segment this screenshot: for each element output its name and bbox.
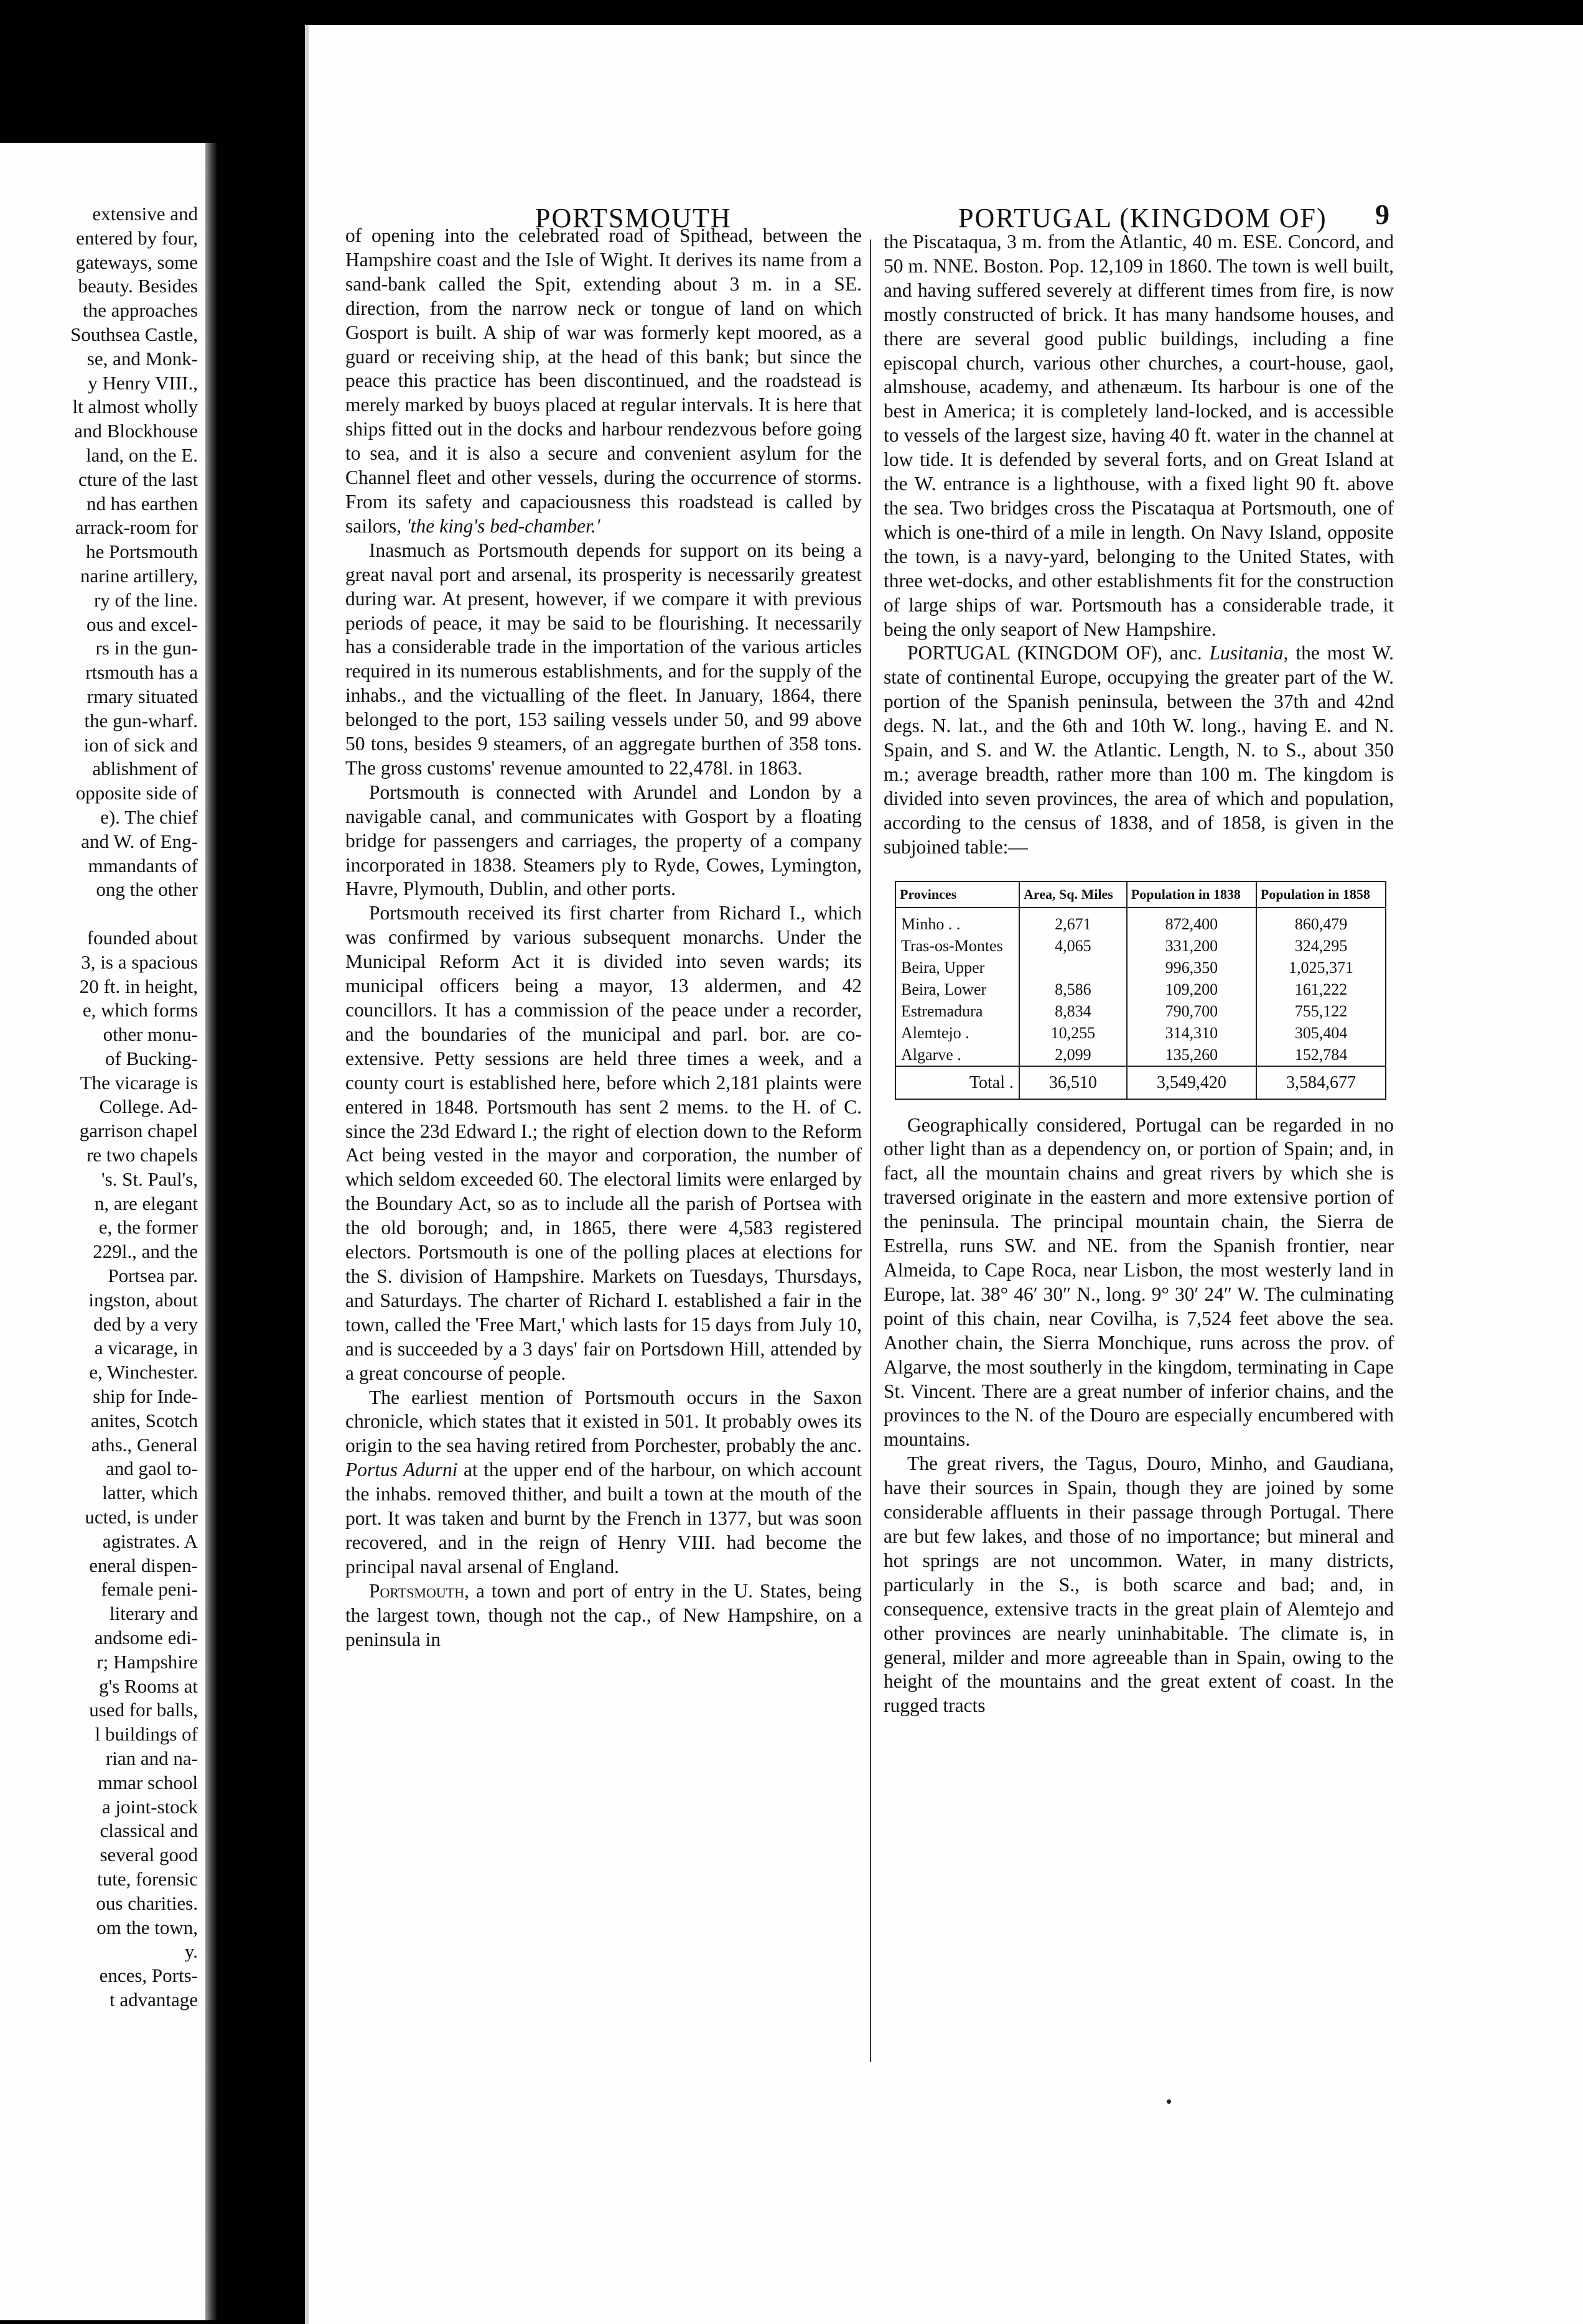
facing-page-line: literary and xyxy=(109,1602,198,1625)
facing-page-line: aths., General xyxy=(91,1433,198,1456)
facing-page-line: ucted, is under xyxy=(85,1506,198,1528)
facing-page-line: he Portsmouth xyxy=(86,541,198,563)
running-head-right: PORTUGAL (KINGDOM OF) xyxy=(958,203,1327,233)
table-cell-area: 2,099 xyxy=(1019,1044,1127,1066)
facing-page-line: n, are elegant xyxy=(94,1192,198,1214)
facing-page-line: a vicarage, in xyxy=(94,1337,198,1359)
column-left xyxy=(345,224,862,1652)
facing-page-line: the gun-wharf. xyxy=(84,709,198,732)
table-cell-pop1838: 331,200 xyxy=(1127,935,1256,957)
paragraph-history: The earliest mention of Portsmouth occurs in the Saxon chronicle, which states that it existed in 501. It probably owes its origin to the sea having retired from Porchester, probably the anc. Portus Adurni at the upper end of the harbour, on which account the inhabs. removed thither, and built a town at the mouth of the port. It was taken and burnt by the French in 1377, but was soon recovered, and in the reign of Henry VIII. had become the principal naval arsenal of England. xyxy=(345,1386,862,1578)
table-cell-area xyxy=(1019,957,1127,978)
book-gutter xyxy=(205,143,217,2320)
facing-page-line: re two chapels xyxy=(86,1144,198,1166)
table-total-pop1858: 3,584,677 xyxy=(1256,1066,1386,1099)
table-total-row xyxy=(895,1066,1386,1099)
facing-page-line: y. xyxy=(184,1940,198,1963)
facing-page-line xyxy=(0,902,198,926)
entry-heading: PORTUGAL (KINGDOM OF) xyxy=(907,642,1158,664)
facing-page-line: 's. St. Paul's, xyxy=(101,1168,198,1190)
table-row xyxy=(895,1022,1386,1044)
table-row xyxy=(895,1000,1386,1022)
facing-page-line: land, on the E. xyxy=(86,444,198,466)
facing-page-line: ingston, about xyxy=(88,1288,198,1311)
column-rule xyxy=(870,239,871,2062)
facing-page-line: Portsea par. xyxy=(108,1265,198,1287)
table-cell-province: Tras-os-Montes xyxy=(895,935,1019,957)
facing-page-line: mmandants of xyxy=(88,854,198,876)
facing-page-line: l buildings of xyxy=(95,1723,198,1745)
table-cell-province: Alemtejo . xyxy=(895,1022,1019,1044)
facing-page-line: and Blockhouse xyxy=(74,420,198,442)
table-header: Population in 1858 xyxy=(1256,881,1386,908)
paragraph-piscataqua: the Piscataqua, 3 m. from the Atlantic, 40 m. ESE. Concord, and 50 m. NNE. Boston. Pop. 12,109 in 1860. The town is well built, and having suffered severely at different times from fire, is now mostly constructed of brick. It has many handsome houses, and there are several good public buildings, including a fine episcopal church, various other churches, a court-house, gaol, almshouse, academy, and athenæum. Its harbour is one of the best in America; it is completely land-locked, and is accessible to vessels of the largest size, having 40 ft. water in the channel at low tide. It is defended by several forts, and on Great Island at the W. entrance is a lighthouse, with a fixed light 90 ft. above the sea. Two bridges cross the Piscataqua at Portsmouth, one of which is one-third of a mile in length. On Navy Island, opposite the town, is a navy-yard, belonging to the United States, with three wet-docks, and other establishments fit for the construction of large ships of war. Portsmouth has a considerable trade, it being the only seaport of New Hampshire. xyxy=(884,231,1394,640)
paragraph-communications: Portsmouth is connected with Arundel and London by a navigable canal, and communicates with Gosport by a floating bridge for passengers and carriages, the property of a company incorporated in 1838. Steamers ply to Ryde, Cowes, Lymington, Havre, Plymouth, Dublin, and other ports. xyxy=(345,781,862,900)
table-cell-pop1858: 152,784 xyxy=(1256,1044,1386,1066)
facing-page-line: lt almost wholly xyxy=(72,396,198,418)
table-row xyxy=(895,1044,1386,1066)
facing-page-line: agistrates. A xyxy=(102,1530,198,1552)
facing-page-line: extensive and xyxy=(92,203,198,225)
paragraph-portsmouth-us: Portsmouth, a town and port of entry in the U. States, being the largest town, though not the cap., of New Hampshire, on a peninsula in xyxy=(345,1579,862,1650)
table-cell-area: 8,834 xyxy=(1019,1000,1127,1022)
facing-page-line: anites, Scotch xyxy=(90,1409,198,1431)
facing-page-line: rtsmouth has a xyxy=(85,661,198,684)
facing-page-line: ous charities. xyxy=(96,1892,198,1914)
page-edge xyxy=(305,25,309,2324)
table-row xyxy=(895,957,1386,978)
facing-page-line: ion of sick and xyxy=(83,733,198,756)
facing-page-line: garrison chapel xyxy=(79,1120,198,1142)
facing-page-line: other monu- xyxy=(103,1023,198,1046)
facing-page-line: g's Rooms at xyxy=(99,1675,198,1697)
facing-page-text xyxy=(0,202,198,2012)
table-total-pop1838: 3,549,420 xyxy=(1127,1066,1256,1099)
facing-page-line: ship for Inde- xyxy=(93,1385,198,1408)
table-cell-area: 10,255 xyxy=(1019,1022,1127,1044)
facing-page-line: ences, Ports- xyxy=(99,1964,198,1987)
facing-page-line: ded by a very xyxy=(93,1313,198,1335)
facing-page-line: the approaches xyxy=(82,299,198,322)
facing-page-line: eneral dispen- xyxy=(89,1554,198,1576)
table-cell-province: Minho . . xyxy=(895,908,1019,935)
facing-page-line: gateways, some xyxy=(75,251,198,273)
facing-page-line: e, which forms xyxy=(82,999,198,1021)
facing-page-line: 20 ft. in height, xyxy=(79,975,198,997)
facing-page-line: The vicarage is xyxy=(80,1071,198,1094)
facing-page-line: arrack-room for xyxy=(75,516,198,539)
column-right xyxy=(884,230,1394,1718)
table-cell-area: 4,065 xyxy=(1019,935,1127,957)
table-cell-pop1858: 755,122 xyxy=(1256,1000,1386,1022)
table-cell-pop1858: 324,295 xyxy=(1256,935,1386,957)
paragraph-rivers: The great rivers, the Tagus, Douro, Minho, and Gaudiana, have their sources in Spain, though they are joined by some considerable affluents in their passage through Portugal. There are but few lakes, and those of no importance; but mineral and hot springs are not uncommon. Water, in many districts, particularly in the S., is both scarce and bad; and, in consequence, extensive tracts in the great plain of Alemtejo and other provinces are nearly uninhabitable. The climate is, in general, milder and more agreeable than in Spain, owing to the height of the mountains and the great extent of coast. In the rugged tracts xyxy=(884,1452,1394,1717)
facing-page-line: and gaol to- xyxy=(105,1457,198,1480)
facing-page-line: mmar school xyxy=(98,1771,198,1793)
facing-page-line: female peni- xyxy=(101,1578,198,1601)
paragraph-portugal-intro: PORTUGAL (KINGDOM OF), anc. Lusitania, the most W. state of continental Europe, occupying the greater part of the W. portion of the Spanish peninsula, between the 37th and 42nd degs. N. lat., and the 6th and 10th W. long., having E. and N. Spain, and S. and W. the Atlantic. Length, N. to S., about 350 m.; average breadth, rather more than 100 m. The kingdom is divided into seven provinces, the area of which and population, according to the census of 1838, and of 1858, is given in the subjoined table:— xyxy=(884,642,1394,858)
table-cell-pop1858: 305,404 xyxy=(1256,1022,1386,1044)
facing-page-line: narine artillery, xyxy=(80,564,198,587)
facing-page-line: entered by four, xyxy=(76,226,198,249)
facing-page-line: rian and na- xyxy=(105,1747,198,1769)
facing-page-line: nd has earthen xyxy=(86,492,198,514)
table-cell-pop1838: 135,260 xyxy=(1127,1044,1256,1066)
facing-page-line: e, the former xyxy=(98,1216,198,1239)
facing-page-line: 229l., and the xyxy=(93,1240,198,1263)
facing-page-line: andsome edi- xyxy=(94,1627,198,1649)
page-number: 9 xyxy=(1375,198,1389,230)
facing-page-line: and W. of Eng- xyxy=(81,830,198,852)
table-row xyxy=(895,978,1386,1000)
facing-page-line: ry of the line. xyxy=(93,588,198,611)
table-cell-pop1858: 860,479 xyxy=(1256,908,1386,935)
table-total-area: 36,510 xyxy=(1019,1066,1127,1099)
facing-page-line: College. Ad- xyxy=(99,1095,198,1118)
facing-page-line: ablishment of xyxy=(92,758,198,780)
table-cell-pop1838: 790,700 xyxy=(1127,1000,1256,1022)
facing-page-line: om the town, xyxy=(96,1916,198,1938)
facing-page-line: ous and excel- xyxy=(86,613,198,635)
facing-page-line: latter, which xyxy=(102,1482,198,1504)
facing-page-fragment xyxy=(0,143,205,2320)
facing-page-line: e). The chief xyxy=(100,806,198,828)
facing-page-line: classical and xyxy=(100,1820,198,1842)
paragraph-spithead: of opening into the celebrated road of Spithead, between the Hampshire coast and the Isle of Wight. It derives its name from a sand-bank called the Spit, extending about 3 m. in a SE. direction, from the narrow neck or tongue of land on which Gosport is built. A ship of war was formerly kept moored, as a guard or receiving ship, at the head of this bank; but since the peace this practice has been discontinued, and the roadstead is merely marked by buoys placed at regular intervals. It is here that ships fitted out in the docks and harbour rendezvous before going to sea, and it is also a secure and convenient asylum for the Channel fleet and other vessels, during the occurrence of storms. From its safety and capaciousness this roadstead is called by sailors, 'the king's bed-chamber.' xyxy=(345,225,862,537)
paragraph-trade: Inasmuch as Portsmouth depends for support on its being a great naval port and arsenal, its prosperity is necessarily greatest during war. At present, however, if we compare it with previous periods of peace, it may be said to be flourishing. It necessarily has a considerable trade in the importation of the various articles required in its numerous establishments, and for the supply of the inhabs., and the victualling of the fleet. In January, 1864, there belonged to the port, 153 sailing vessels under 50, and 99 above 50 tons, besides 9 steamers, of an aggregate burthen of 358 tons. The gross customs' revenue amounted to 22,478l. in 1863. xyxy=(345,539,862,779)
provinces-table xyxy=(895,881,1386,1100)
facing-page-line: r; Hampshire xyxy=(96,1650,198,1673)
table-cell-province: Algarve . xyxy=(895,1044,1019,1066)
table-header: Population in 1838 xyxy=(1127,881,1256,908)
facing-page-line: of Bucking- xyxy=(105,1047,198,1069)
table-header: Provinces xyxy=(895,881,1019,908)
table-header: Area, Sq. Miles xyxy=(1019,881,1127,908)
table-cell-pop1838: 109,200 xyxy=(1127,978,1256,1000)
facing-page-line: a joint-stock xyxy=(101,1795,198,1818)
table-cell-area: 2,671 xyxy=(1019,908,1127,935)
paragraph-geography: Geographically considered, Portugal can be regarded in no other light than as a dependency on, or portion of Spain; and, in fact, all the mountain chains and great rivers by which she is traversed originate in the eastern and more extensive portion of the peninsula. The principal mountain chain, the Sierra de Estrella, runs SW. and NE. from the Spanish frontier, near Almeida, to Cape Roca, near Lisbon, the most westerly land in Europe, lat. 38° 46′ 30″ N., long. 9° 30′ 24″ W. The culminating point of this chain, near Covilha, is 7,524 feet above the sea. Another chain, the Sierra Monchique, runs across the prov. of Algarve, the most southerly in the kingdom, terminating in Cape St. Vincent. There are a great number of inferior chains, and the provinces to the N. of the Douro are especially encumbered with mountains. xyxy=(884,1113,1394,1451)
facing-page-line: tute, forensic xyxy=(97,1867,198,1890)
facing-page-line: cture of the last xyxy=(78,468,198,490)
table-total-label: Total . xyxy=(895,1066,1019,1099)
table-cell-pop1858: 161,222 xyxy=(1256,978,1386,1000)
facing-page-line: founded about xyxy=(86,926,198,949)
facing-page-line: used for balls, xyxy=(89,1699,198,1721)
facing-page-line: Southsea Castle, xyxy=(70,323,198,345)
table-cell-area: 8,586 xyxy=(1019,978,1127,1000)
table-cell-pop1858: 1,025,371 xyxy=(1256,957,1386,978)
paragraph-charter: Portsmouth received its first charter from Richard I., which was confirmed by various subsequent monarchs. Under the Municipal Reform Act it is divided into seven wards; its municipal officers being a mayor, 13 aldermen, and 42 councillors. It has a commission of the peace under a recorder, and the boundaries of the municipal and parl. bor. are co-extensive. Petty sessions are held three times a week, and a county court is established here, before which 2,181 plaints were entered in 1848. Portsmouth has sent 2 mems. to the H. of C. since the 23d Edward I.; the right of election down to the Reform Act being vested in the mayor and corporation, the number of which seldom exceeded 60. The electoral limits were enlarged by the Boundary Act, so as to include all the parish of Portsea with the old borough; and, in 1865, there were 4,583 registered electors. Portsmouth is one of the polling places at elections for the S. division of Hampshire. Markets on Tuesdays, Thursdays, and Saturdays. The charter of Richard I. established a fair in the town, called the 'Free Mart,' which lasts for 15 days from July 10, and is succeeded by a 3 days' fair on Portsdown Hill, attended by a great concourse of people. xyxy=(345,902,862,1384)
facing-page-line: se, and Monk- xyxy=(86,347,198,370)
table-cell-pop1838: 996,350 xyxy=(1127,957,1256,978)
table-row xyxy=(895,908,1386,935)
facing-page-line: t advantage xyxy=(109,1988,198,2010)
facing-page-line: rs in the gun- xyxy=(95,637,198,659)
running-head-left: PORTSMOUTH xyxy=(535,203,732,233)
facing-page-line: opposite side of xyxy=(75,782,198,804)
facing-page-line: rmary situated xyxy=(86,685,198,707)
facing-page-line: y Henry VIII., xyxy=(88,371,198,394)
table-cell-province: Estremadura xyxy=(895,1000,1019,1022)
table-cell-province: Beira, Lower xyxy=(895,978,1019,1000)
table-row xyxy=(895,935,1386,957)
table-cell-pop1838: 314,310 xyxy=(1127,1022,1256,1044)
entry-heading: Portsmouth xyxy=(369,1579,465,1602)
facing-page-line: e, Winchester. xyxy=(89,1361,198,1383)
facing-page-line: ong the other xyxy=(96,878,198,901)
book-page xyxy=(305,25,1583,2324)
facing-page-line: several good xyxy=(100,1844,198,1866)
facing-page-line: beauty. Besides xyxy=(78,275,198,297)
facing-page-line: 3, is a spacious xyxy=(81,951,198,973)
table-cell-province: Beira, Upper xyxy=(895,957,1019,978)
table-cell-pop1838: 872,400 xyxy=(1127,908,1256,935)
ink-speck xyxy=(1167,2099,1171,2104)
